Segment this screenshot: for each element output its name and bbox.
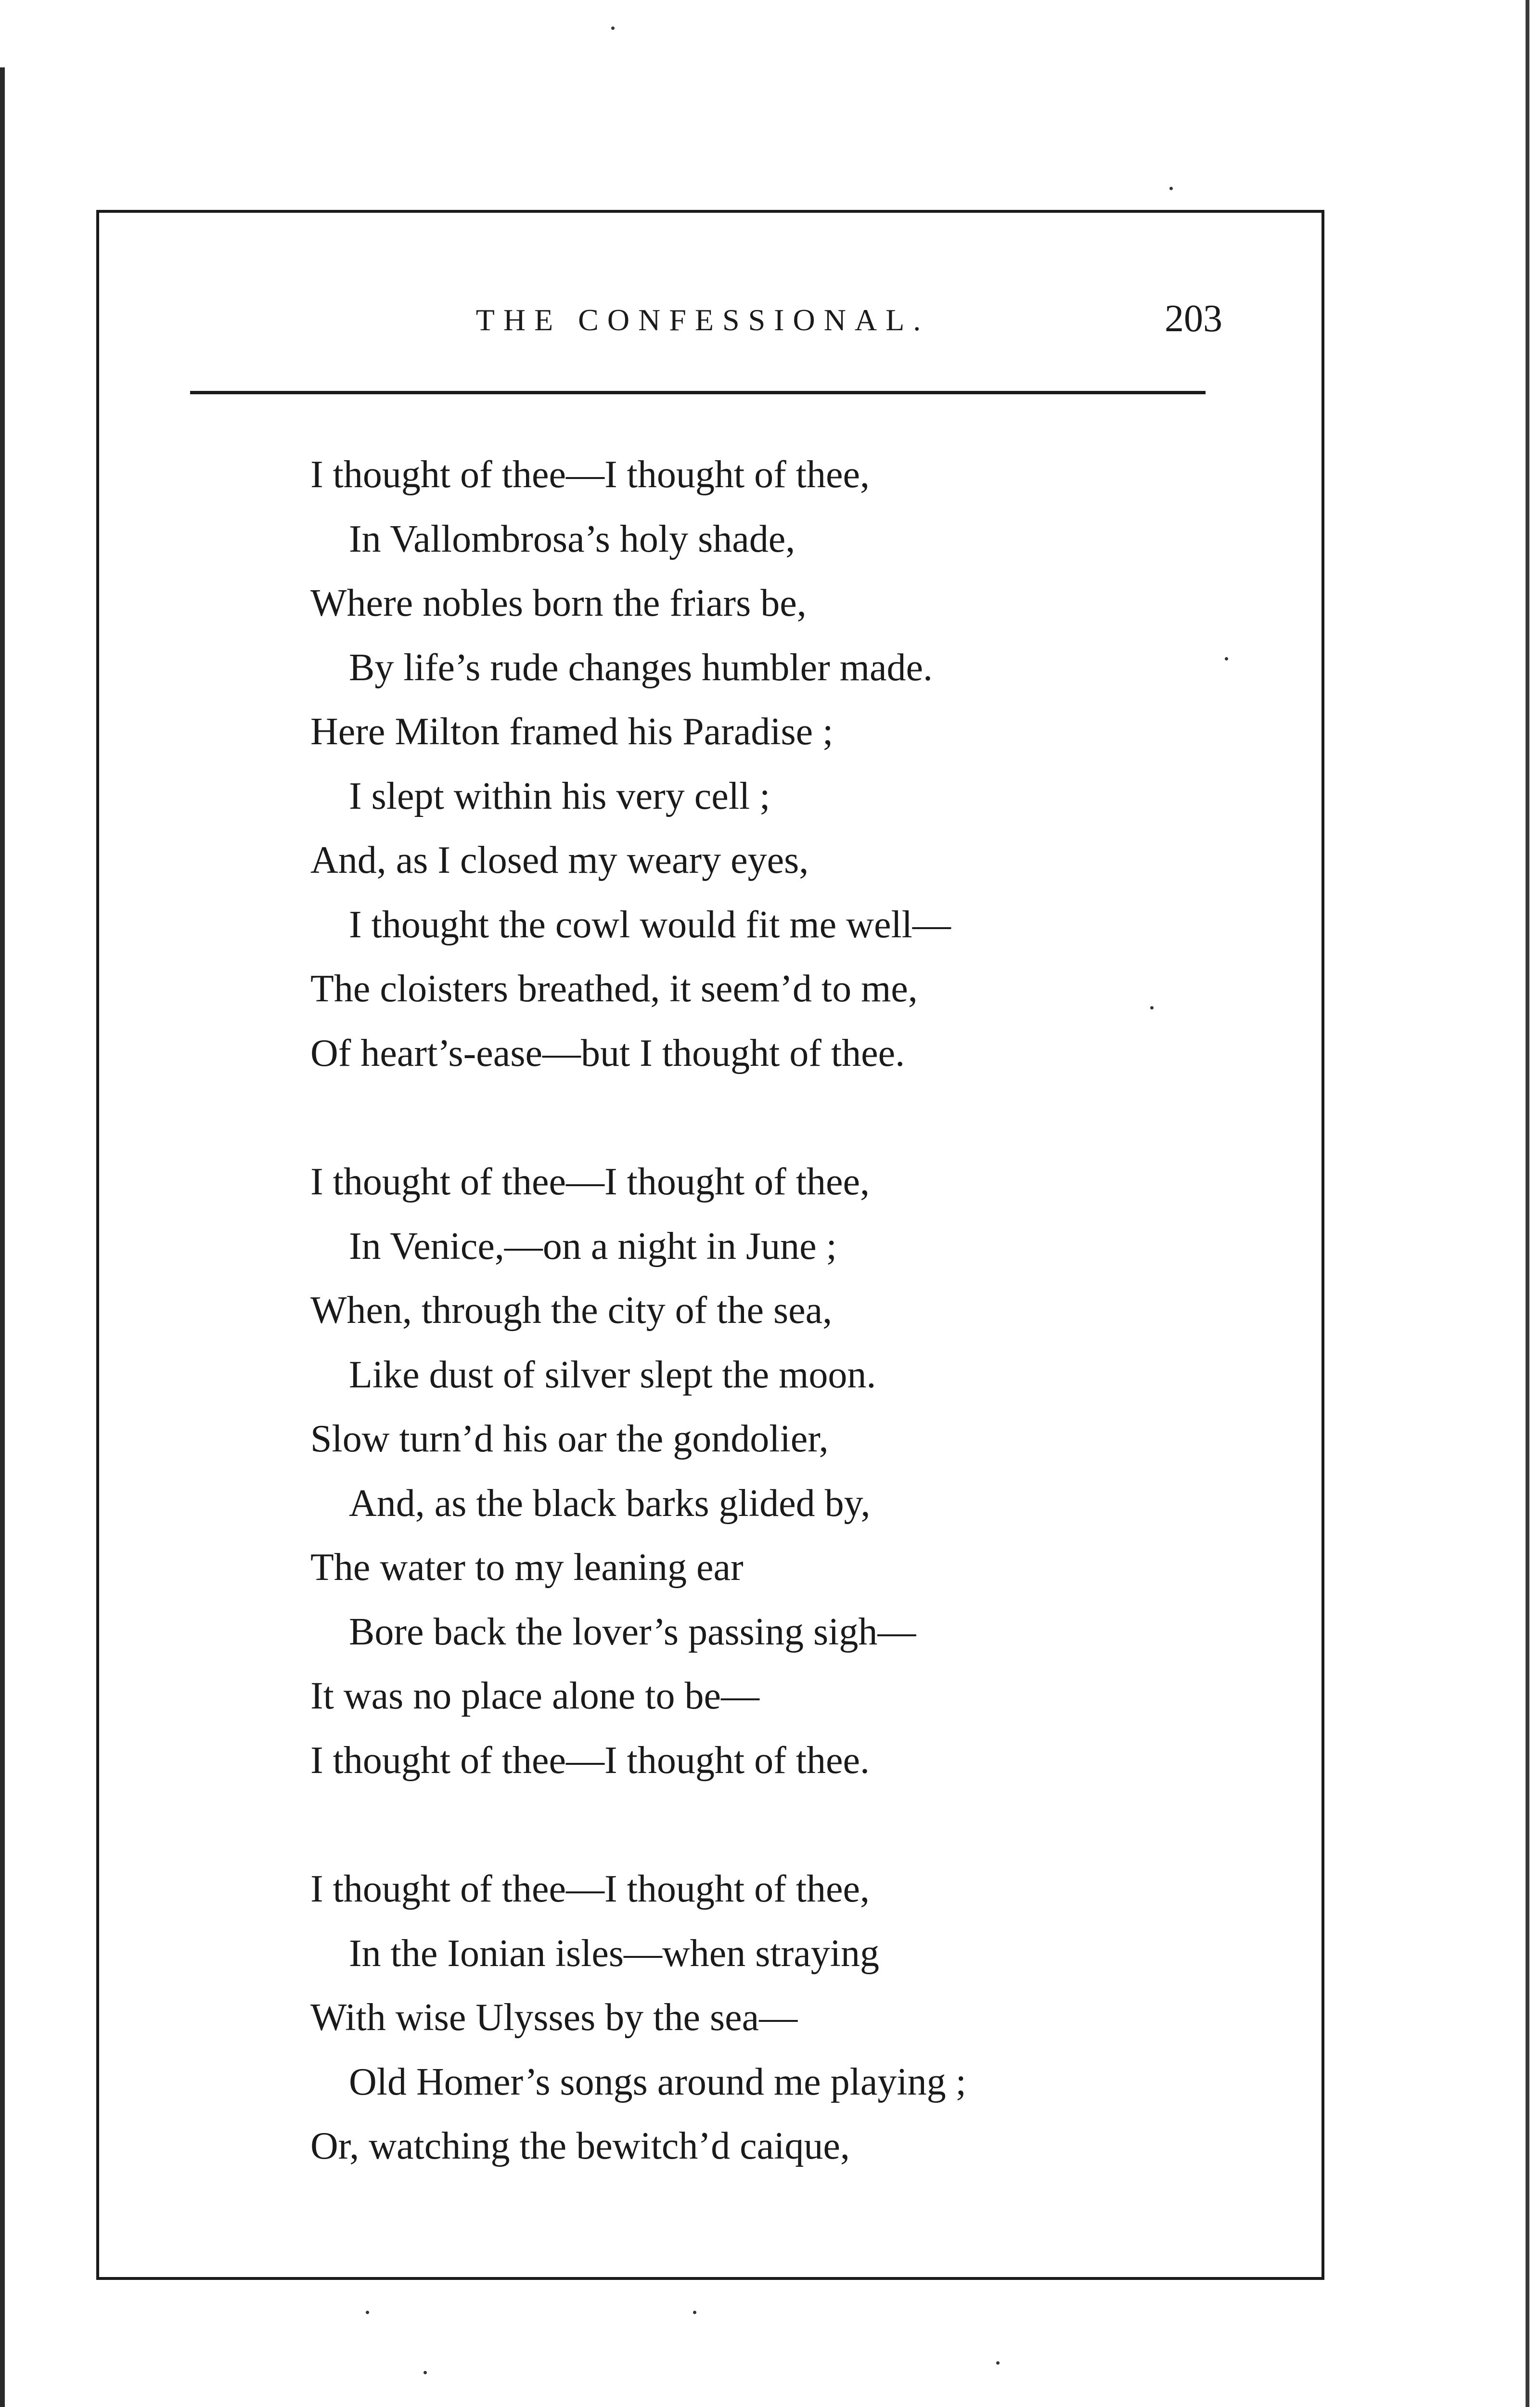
poem-line: In Vallombrosa’s holy shade, xyxy=(349,518,796,560)
stanza xyxy=(310,1857,1129,2179)
poem-line: Old Homer’s songs around me playing ; xyxy=(349,2060,966,2103)
poem-line: In Venice,—on a night in June ; xyxy=(349,1225,837,1268)
page-number: 203 xyxy=(1165,298,1222,340)
poem-line: I thought of thee—I thought of thee, xyxy=(310,1161,870,1203)
running-title: THE CONFESSIONAL. xyxy=(475,303,930,337)
paper-speck xyxy=(1169,187,1173,190)
stanza xyxy=(310,1150,1129,1793)
poem-line: Or, watching the bewitch’d caique, xyxy=(310,2125,850,2167)
poem-line: I thought the cowl would fit me well— xyxy=(349,903,951,946)
poem-line: In the Ionian isles—when straying xyxy=(349,1932,879,1975)
poem-line: By life’s rude changes humbler made. xyxy=(349,646,933,689)
poem-line: Like dust of silver slept the moon. xyxy=(349,1353,876,1396)
poem-line: With wise Ulysses by the sea— xyxy=(310,1996,798,2039)
poem-line: Bore back the lover’s passing sigh— xyxy=(349,1610,916,1653)
paper-speck xyxy=(366,2311,369,2314)
poem-line: Where nobles born the friars be, xyxy=(310,582,807,624)
poem-line: The cloisters breathed, it seem’d to me, xyxy=(310,968,918,1010)
paper-speck xyxy=(611,26,615,30)
poem-line: When, through the city of the sea, xyxy=(310,1289,833,1332)
poem-line: Here Milton framed his Paradise ; xyxy=(310,711,834,753)
poem xyxy=(310,443,1129,2179)
poem-line: I thought of thee—I thought of thee, xyxy=(310,453,870,496)
poem-line: Slow turn’d his oar the gondolier, xyxy=(310,1418,829,1460)
poem-line: I slept within his very cell ; xyxy=(349,775,770,817)
paper-speck xyxy=(996,2361,1000,2365)
poem-line: It was no place alone to be— xyxy=(310,1675,760,1717)
poem-line: And, as the black barks glided by, xyxy=(349,1482,871,1525)
poem-line: I thought of thee—I thought of thee. xyxy=(310,1739,870,1782)
page-edge-right xyxy=(1526,0,1529,2407)
poem-line: Of heart’s-ease—but I thought of thee. xyxy=(310,1032,905,1074)
poem-line: And, as I closed my weary eyes, xyxy=(310,839,809,881)
poem-line: I thought of thee—I thought of thee, xyxy=(310,1868,870,1910)
paper-speck xyxy=(424,2371,427,2374)
poem-line: The water to my leaning ear xyxy=(310,1546,744,1589)
stanza xyxy=(310,443,1129,1086)
paper-speck xyxy=(1150,1006,1154,1009)
page-edge-left xyxy=(0,67,5,2407)
header-rule xyxy=(190,391,1206,394)
paper-speck xyxy=(1225,657,1228,660)
paper-speck xyxy=(693,2311,696,2314)
